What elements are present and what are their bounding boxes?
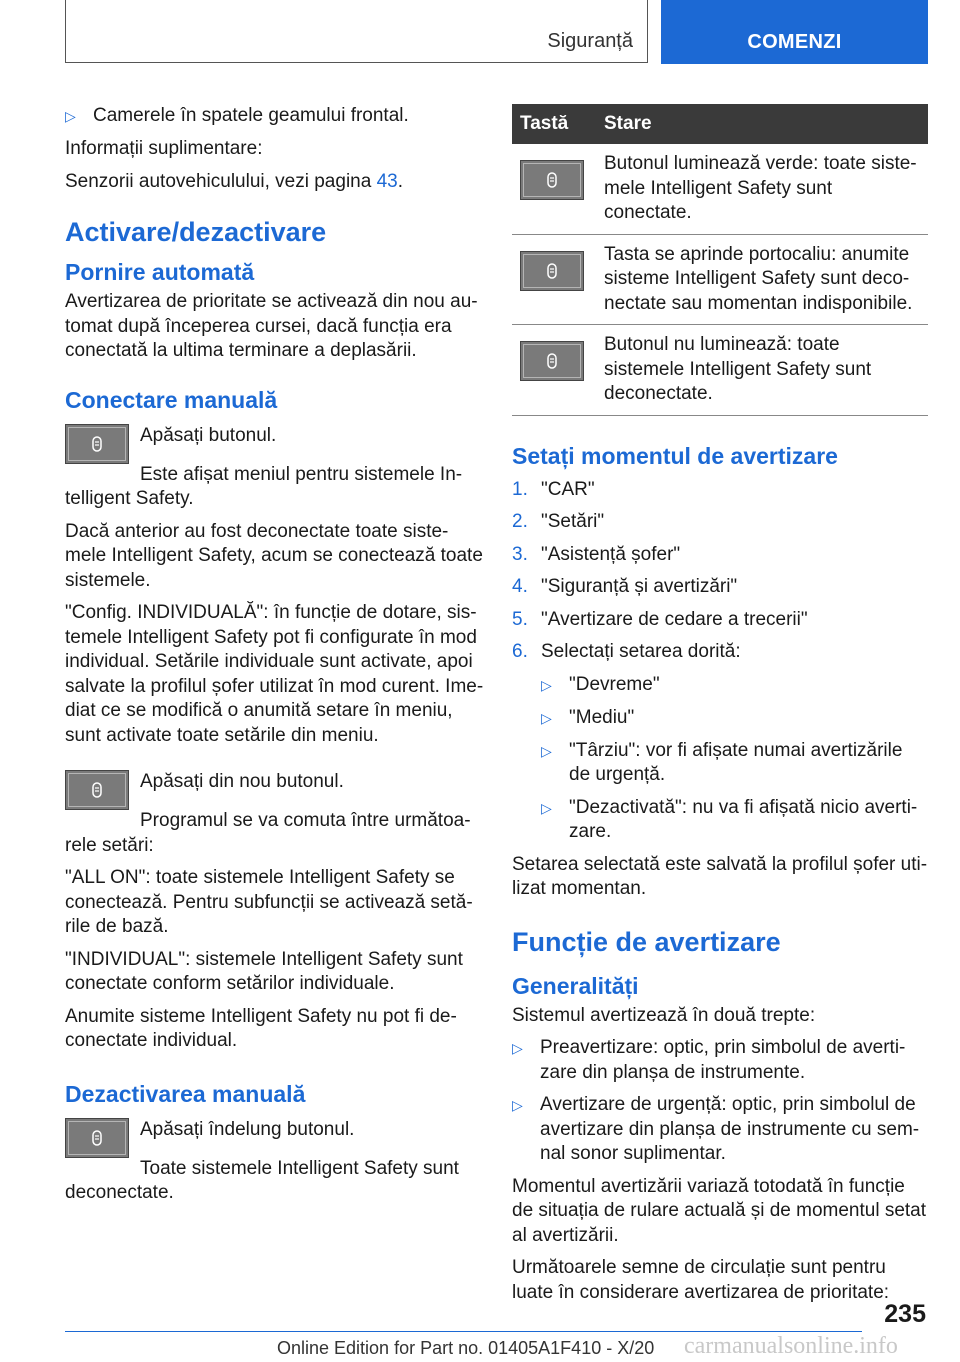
footer-divider	[65, 1331, 862, 1332]
list-item: ▷ Avertizare de urgență: optic, prin simbolul de avertizare din planșa de instrumente cu sem-nal sonor suplimentar.	[512, 1093, 928, 1167]
tab-siguranta[interactable]: Siguranță	[65, 0, 648, 63]
info-text: Senzorii autovehiculului, vezi pagina 43.	[65, 170, 404, 192]
heading-warning-function: Funcție de avertizare	[512, 926, 781, 957]
button-green-icon	[520, 160, 584, 200]
list-item: ▷ "Devreme"	[541, 673, 928, 698]
button-orange-icon	[520, 251, 584, 291]
list-item: ▷ "Dezactivată": nu va fi afișată nicio averti-zare.	[541, 796, 928, 845]
auto-start-text: Avertizarea de prioritate se activează din nou au-tomat după începerea cursei, dacă funcția era conectată la ultima terminare a deplasării.	[65, 291, 478, 361]
list-item: 6. Selectați setarea dorită:	[512, 641, 741, 662]
info-label: Informații suplimentare:	[65, 138, 263, 159]
intelligent-safety-button-icon	[65, 770, 129, 810]
list-item: 2. "Setări"	[512, 511, 605, 532]
right-column: Tastă Stare Butonul luminează verde: toate siste-mele Intelligent Safety sunt conectate. Tasta se aprinde portocaliu: anumite sisteme Intelligent Safety sunt deco-nectate sau momentan indisponibile. Butonul nu luminează: toate sistemele Intelligent Safety sunt deconectate. Setați momentul de avertizare 1. "CAR" 2. "Setări" 3. "Asistență șofer" 4. "Siguranță și avertizări" 5. "Avertizare de cedare a trecerii" 6. Selectați setarea dorită: ▷ "Devreme" ▷ "Mediu" ▷ "Târziu": vor fi afișate numai avertizările de urgență. ▷ "Dezactivată": nu va fi afișată nicio averti-zare. Setarea selectată este salvată la profilul șofer uti-lizat momentan. Funcție de avertizare Generalități Sistemul avertizează în două trepte: ▷ Preavertizare: optic, prin simbolul de averti-zare din planșa de instrumente. ▷ Avertizare de urgență: optic, prin simbolul de avertizare din planșa de instrumente cu sem-nal sonor suplimentar. Momentul avertizării variază totodată în funcție de situația de rulare actuală și de momentul setat al avertizării. Următoarele semne de circulație sunt pentru luate în considerare avertizarea de prioritate:	[512, 104, 928, 1313]
watermark: carmanualsonline.info	[684, 1333, 898, 1359]
options-list	[541, 673, 928, 845]
manual-on-menu-text: Este afișat meniul pentru sistemele In-telligent Safety.	[65, 463, 463, 509]
page-link[interactable]: 43	[376, 170, 398, 192]
list-item: ▷ Preavertizare: optic, prin simbolul de averti-zare din planșa de instrumente.	[512, 1036, 928, 1085]
triangle-bullet-icon: ▷	[512, 1097, 523, 1113]
tab-comenzi[interactable]: COMENZI	[661, 0, 928, 64]
steps-list	[512, 478, 928, 665]
triangle-bullet-icon: ▷	[541, 799, 552, 816]
table-row: Butonul luminează verde: toate siste-mele Intelligent Safety sunt conectate.	[512, 144, 928, 234]
heading-general: Generalități	[512, 972, 639, 999]
left-column: ▷ Camerele în spatele geamului frontal. Informații suplimentare: Senzorii autovehiculului, vezi pagina 43. Activare/dezactivare Pornire automată Avertizarea de prioritate se activează din nou au-tomat după începerea cursei, dacă funcția era conectată la ultima terminare a deplasării. Conectare manuală Apăsați butonul. Este afișat meniul pentru sistemele In-telligent Safety. Dacă anterior au fost deconectate toate siste-mele Intelligent Safety, acum se conectează toate sistemele. "Config. INDIVIDUALĂ": în funcție de dotare, sis-temele Intelligent Safety pot fi configurate în mod individual. Setările individuale sunt activate, apoi salvate la profilul șofer utilizat în mod curent. Ime-diat ce se modifică o anumită setare în meniu, sunt activate toate setările din meniu. Apăsați din nou butonul. Programul se va comuta între următoa-rele setări: "ALL ON": toate sistemele Intelligent Safety se conectează. Pentru subfuncții se activează setă-rile de bază. "INDIVIDUAL": sistemele Intelligent Safety sunt conectate conform setărilor individuale. Anumite sisteme Intelligent Safety nu pot fi de-conectate individual. Dezactivarea manuală Apăsați îndelung butonul. Toate sistemele Intelligent Safety sunt deconectate.	[65, 105, 484, 1203]
button-block: Apăsați butonul.	[65, 424, 485, 464]
heading-set-warning-moment: Setați momentul de avertizare	[512, 442, 838, 469]
table-header-key: Tastă	[512, 104, 596, 144]
edition-text: Online Edition for Part no. 01405A1F410 - X/20	[277, 1338, 655, 1358]
heading-manual-on: Conectare manuală	[65, 386, 278, 413]
page-number: 235	[884, 1300, 926, 1328]
heading-activation: Activare/dezactivare	[65, 217, 327, 247]
list-item: 4. "Siguranță și avertizări"	[512, 576, 738, 597]
heading-manual-off: Dezactivarea manuală	[65, 1080, 306, 1107]
intelligent-safety-button-icon	[65, 1118, 129, 1158]
table-header-state: Stare	[596, 104, 928, 144]
list-item: ▷ "Mediu"	[541, 706, 928, 731]
triangle-bullet-icon: ▷	[512, 1040, 523, 1056]
list-item: 3. "Asistență șofer"	[512, 543, 681, 565]
triangle-bullet-icon: ▷	[541, 676, 552, 693]
button-off-icon	[520, 341, 584, 381]
triangle-bullet-icon: ▷	[541, 742, 552, 759]
list-item: 5. "Avertizare de cedare a trecerii"	[512, 608, 808, 630]
intelligent-safety-button-icon	[65, 424, 129, 464]
list-item: ▷ Camerele în spatele geamului frontal.	[65, 104, 485, 129]
button-block: Apăsați din nou butonul.	[65, 770, 485, 810]
heading-auto-start: Pornire automată	[65, 259, 255, 285]
table-row: Tasta se aprinde portocaliu: anumite sisteme Intelligent Safety sunt deco-nectate sau momentan indisponibile.	[512, 234, 928, 325]
triangle-bullet-icon: ▷	[65, 108, 76, 124]
button-status-table	[512, 104, 928, 416]
list-item: 1. "CAR"	[512, 478, 595, 500]
list-item: ▷ "Târziu": vor fi afișate numai avertizările de urgență.	[541, 739, 928, 788]
button-block: Apăsați îndelung butonul.	[65, 1118, 485, 1158]
triangle-bullet-icon: ▷	[541, 709, 552, 726]
top-navigation	[65, 0, 928, 66]
table-row: Butonul nu luminează: toate sistemele Intelligent Safety sunt deconectate.	[512, 325, 928, 416]
